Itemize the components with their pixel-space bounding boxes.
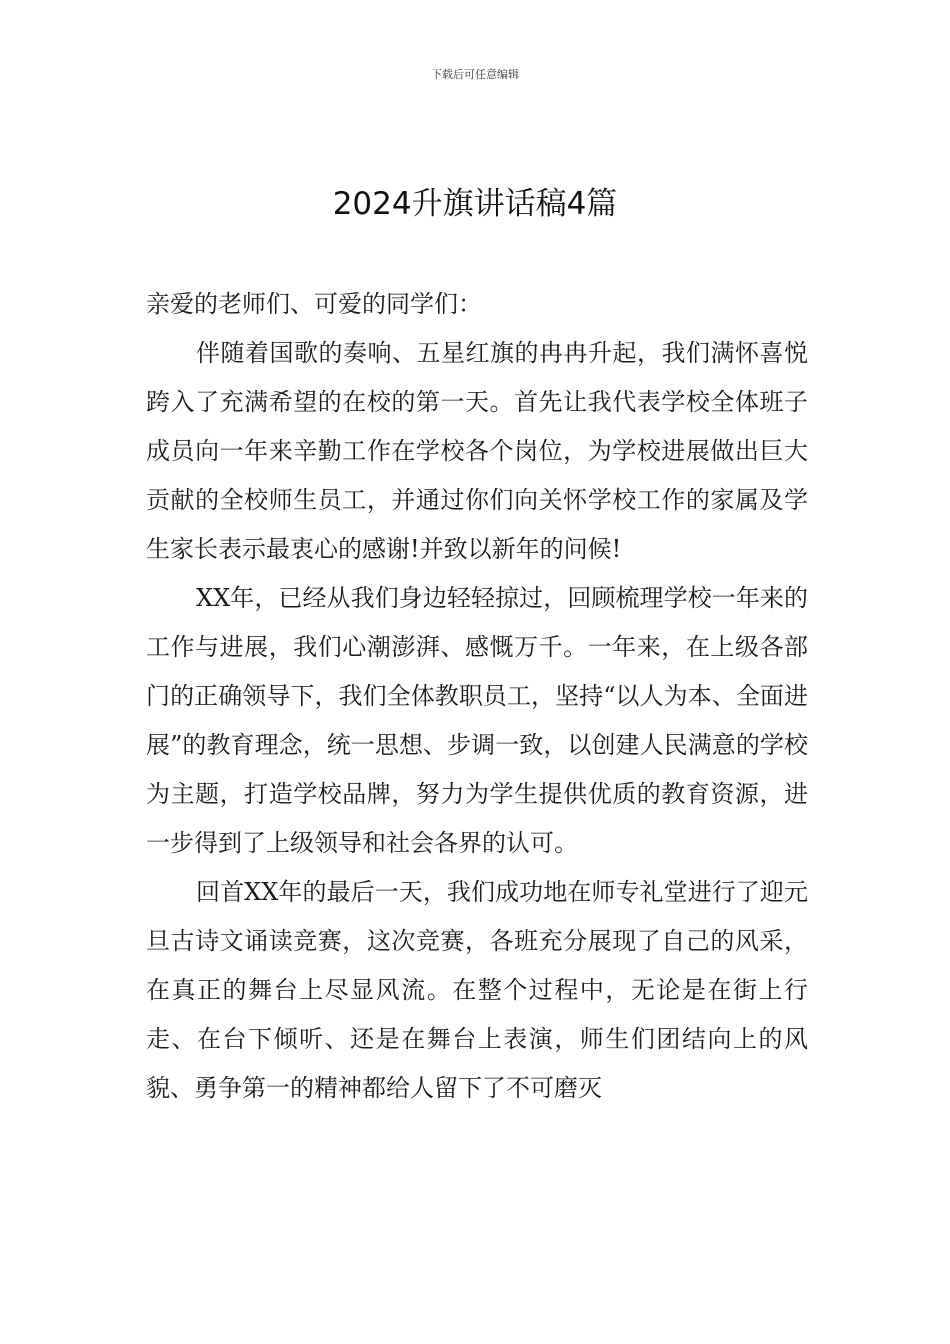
paragraph-1: 伴随着国歌的奏响、五星红旗的冉冉升起，我们满怀喜悦跨入了充满希望的在校的第一天。首先让我代表学校全体班子成员向一年来辛勤工作在学校各个岗位，为学校进展做出巨大贡献的全校师生员工，并通过你们向关怀学校工作的家属及学生家长表示最衷心的感谢!并致以新年的问候! bbox=[146, 339, 808, 563]
paragraph-2: XX年，已经从我们身边轻轻掠过，回顾梳理学校一年来的工作与进展，我们心潮澎湃、感慨万千。一年来，在上级各部门的正确领导下，我们全体教职员工，坚持“以人为本、全面进展”的教育理念，统一思想、步调一致，以创建人民满意的学校为主题，打造学校品牌，努力为学生提供优质的教育资源，进一步得到了上级领导和社会各界的认可。 bbox=[146, 584, 808, 857]
document-body bbox=[146, 280, 808, 1113]
header-note: 下载后可任意编辑 bbox=[431, 68, 519, 81]
greeting: 亲爱的老师们、可爱的同学们： bbox=[146, 290, 482, 318]
document-title: 2024升旗讲话稿4篇 bbox=[332, 186, 618, 222]
paragraph-3: 回首XX年的最后一天，我们成功地在师专礼堂进行了迎元旦古诗文诵读竞赛，这次竞赛，各班充分展现了自己的风采，在真正的舞台上尽显风流。在整个过程中，无论是在街上行走、在台下倾听、还是在舞台上表演，师生们团结向上的风貌、勇争第一的精神都给人留下了不可磨灭 bbox=[146, 878, 808, 1102]
